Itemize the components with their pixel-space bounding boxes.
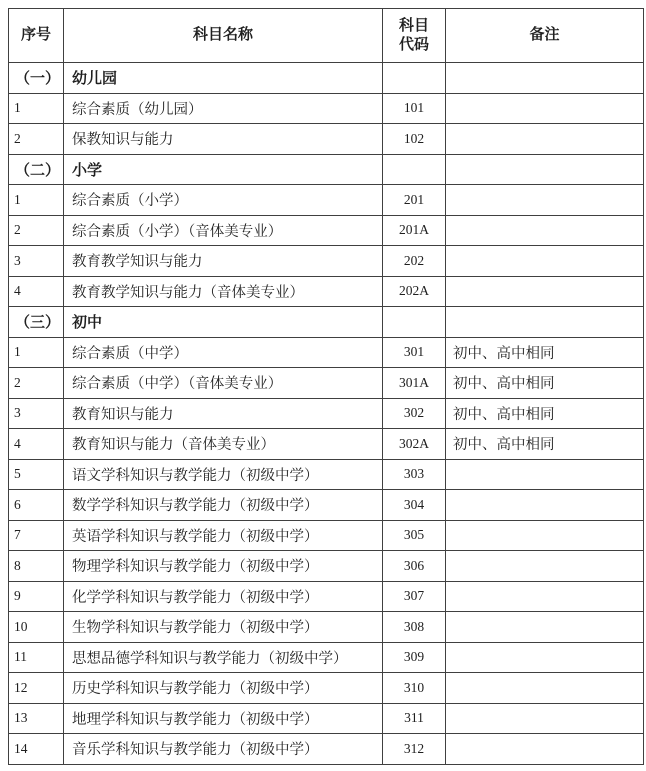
section-title-cell: 幼儿园 — [64, 63, 383, 94]
header-cell-note: 备注 — [446, 9, 644, 63]
row-number-cell: 2 — [9, 124, 64, 155]
row-number-cell: 2 — [9, 215, 64, 246]
subject-name-cell: 综合素质（小学） — [64, 185, 383, 216]
table-row — [9, 124, 644, 155]
subject-code-cell: 201A — [383, 215, 446, 246]
subject-name-cell: 语文学科知识与教学能力（初级中学） — [64, 459, 383, 490]
subject-code-cell: 302A — [383, 429, 446, 460]
row-number-cell: 12 — [9, 673, 64, 704]
table-row — [9, 398, 644, 429]
row-number-cell: 3 — [9, 398, 64, 429]
table-row — [9, 734, 644, 765]
row-number-cell: 8 — [9, 551, 64, 582]
row-number-cell: 6 — [9, 490, 64, 521]
subject-name-cell: 数学学科知识与教学能力（初级中学） — [64, 490, 383, 521]
subject-name-cell: 教育知识与能力（音体美专业） — [64, 429, 383, 460]
remark-cell: 初中、高中相同 — [446, 368, 644, 399]
remark-cell — [446, 459, 644, 490]
subject-code-cell: 307 — [383, 581, 446, 612]
subject-name-cell: 教育知识与能力 — [64, 398, 383, 429]
subject-code-cell: 306 — [383, 551, 446, 582]
table-row — [9, 551, 644, 582]
table-row — [9, 215, 644, 246]
subject-name-cell: 物理学科知识与教学能力（初级中学） — [64, 551, 383, 582]
subject-code-cell: 301 — [383, 337, 446, 368]
remark-cell — [446, 581, 644, 612]
remark-cell — [446, 642, 644, 673]
table-row — [9, 459, 644, 490]
subject-table-body — [9, 63, 644, 765]
row-number-cell: 7 — [9, 520, 64, 551]
subject-code-cell: 308 — [383, 612, 446, 643]
remark-cell — [446, 246, 644, 277]
table-row — [9, 703, 644, 734]
row-number-cell: 5 — [9, 459, 64, 490]
subject-name-cell: 思想品德学科知识与教学能力（初级中学） — [64, 642, 383, 673]
subject-name-cell: 保教知识与能力 — [64, 124, 383, 155]
section-note-cell — [446, 63, 644, 94]
subject-name-cell: 英语学科知识与教学能力（初级中学） — [64, 520, 383, 551]
subject-code-cell: 301A — [383, 368, 446, 399]
subject-code-cell: 202 — [383, 246, 446, 277]
subject-code-cell: 102 — [383, 124, 446, 155]
subject-name-cell: 历史学科知识与教学能力（初级中学） — [64, 673, 383, 704]
header-row — [9, 9, 644, 63]
remark-cell — [446, 124, 644, 155]
remark-cell — [446, 551, 644, 582]
table-row — [9, 93, 644, 124]
remark-cell: 初中、高中相同 — [446, 429, 644, 460]
section-code-cell — [383, 307, 446, 338]
section-code-cell — [383, 154, 446, 185]
section-row — [9, 154, 644, 185]
remark-cell — [446, 673, 644, 704]
table-row — [9, 673, 644, 704]
section-number-cell: （三） — [9, 307, 64, 338]
remark-cell — [446, 612, 644, 643]
remark-cell: 初中、高中相同 — [446, 398, 644, 429]
table-row — [9, 642, 644, 673]
table-row — [9, 185, 644, 216]
header-cell-name: 科目名称 — [64, 9, 383, 63]
section-title-cell: 小学 — [64, 154, 383, 185]
table-row — [9, 429, 644, 460]
remark-cell — [446, 215, 644, 246]
header-cell-code — [383, 9, 446, 63]
row-number-cell: 1 — [9, 93, 64, 124]
remark-cell — [446, 734, 644, 765]
row-number-cell: 3 — [9, 246, 64, 277]
subject-name-cell: 综合素质（小学）（音体美专业） — [64, 215, 383, 246]
subject-table-header — [9, 9, 644, 63]
header-code-line1: 科目 — [398, 17, 429, 34]
table-row — [9, 581, 644, 612]
remark-cell — [446, 703, 644, 734]
table-row — [9, 246, 644, 277]
remark-cell: 初中、高中相同 — [446, 337, 644, 368]
subject-code-cell: 310 — [383, 673, 446, 704]
section-code-cell — [383, 63, 446, 94]
subject-name-cell: 综合素质（幼儿园） — [64, 93, 383, 124]
subject-code-cell: 201 — [383, 185, 446, 216]
subject-name-cell: 地理学科知识与教学能力（初级中学） — [64, 703, 383, 734]
row-number-cell: 13 — [9, 703, 64, 734]
subject-code-cell: 304 — [383, 490, 446, 521]
subject-name-cell: 综合素质（中学）（音体美专业） — [64, 368, 383, 399]
remark-cell — [446, 93, 644, 124]
header-code-line2: 代码 — [398, 36, 429, 53]
subject-code-cell: 309 — [383, 642, 446, 673]
row-number-cell: 4 — [9, 429, 64, 460]
row-number-cell: 1 — [9, 185, 64, 216]
section-title-cell: 初中 — [64, 307, 383, 338]
header-cell-no: 序号 — [9, 9, 64, 63]
table-row — [9, 368, 644, 399]
remark-cell — [446, 276, 644, 307]
section-row — [9, 307, 644, 338]
row-number-cell: 4 — [9, 276, 64, 307]
table-row — [9, 520, 644, 551]
row-number-cell: 11 — [9, 642, 64, 673]
subject-table — [8, 8, 644, 765]
subject-name-cell: 化学学科知识与教学能力（初级中学） — [64, 581, 383, 612]
row-number-cell: 9 — [9, 581, 64, 612]
row-number-cell: 1 — [9, 337, 64, 368]
remark-cell — [446, 490, 644, 521]
subject-name-cell: 音乐学科知识与教学能力（初级中学） — [64, 734, 383, 765]
table-row — [9, 612, 644, 643]
section-note-cell — [446, 154, 644, 185]
row-number-cell: 10 — [9, 612, 64, 643]
section-number-cell: （一） — [9, 63, 64, 94]
subject-name-cell: 生物学科知识与教学能力（初级中学） — [64, 612, 383, 643]
section-row — [9, 63, 644, 94]
subject-code-cell: 303 — [383, 459, 446, 490]
subject-code-cell: 302 — [383, 398, 446, 429]
subject-name-cell: 综合素质（中学） — [64, 337, 383, 368]
section-note-cell — [446, 307, 644, 338]
subject-code-cell: 101 — [383, 93, 446, 124]
subject-code-cell: 305 — [383, 520, 446, 551]
table-row — [9, 490, 644, 521]
remark-cell — [446, 520, 644, 551]
subject-name-cell: 教育教学知识与能力（音体美专业） — [64, 276, 383, 307]
row-number-cell: 14 — [9, 734, 64, 765]
row-number-cell: 2 — [9, 368, 64, 399]
section-number-cell: （二） — [9, 154, 64, 185]
subject-code-cell: 312 — [383, 734, 446, 765]
table-row — [9, 337, 644, 368]
subject-code-cell: 311 — [383, 703, 446, 734]
subject-code-cell: 202A — [383, 276, 446, 307]
remark-cell — [446, 185, 644, 216]
subject-name-cell: 教育教学知识与能力 — [64, 246, 383, 277]
table-row — [9, 276, 644, 307]
